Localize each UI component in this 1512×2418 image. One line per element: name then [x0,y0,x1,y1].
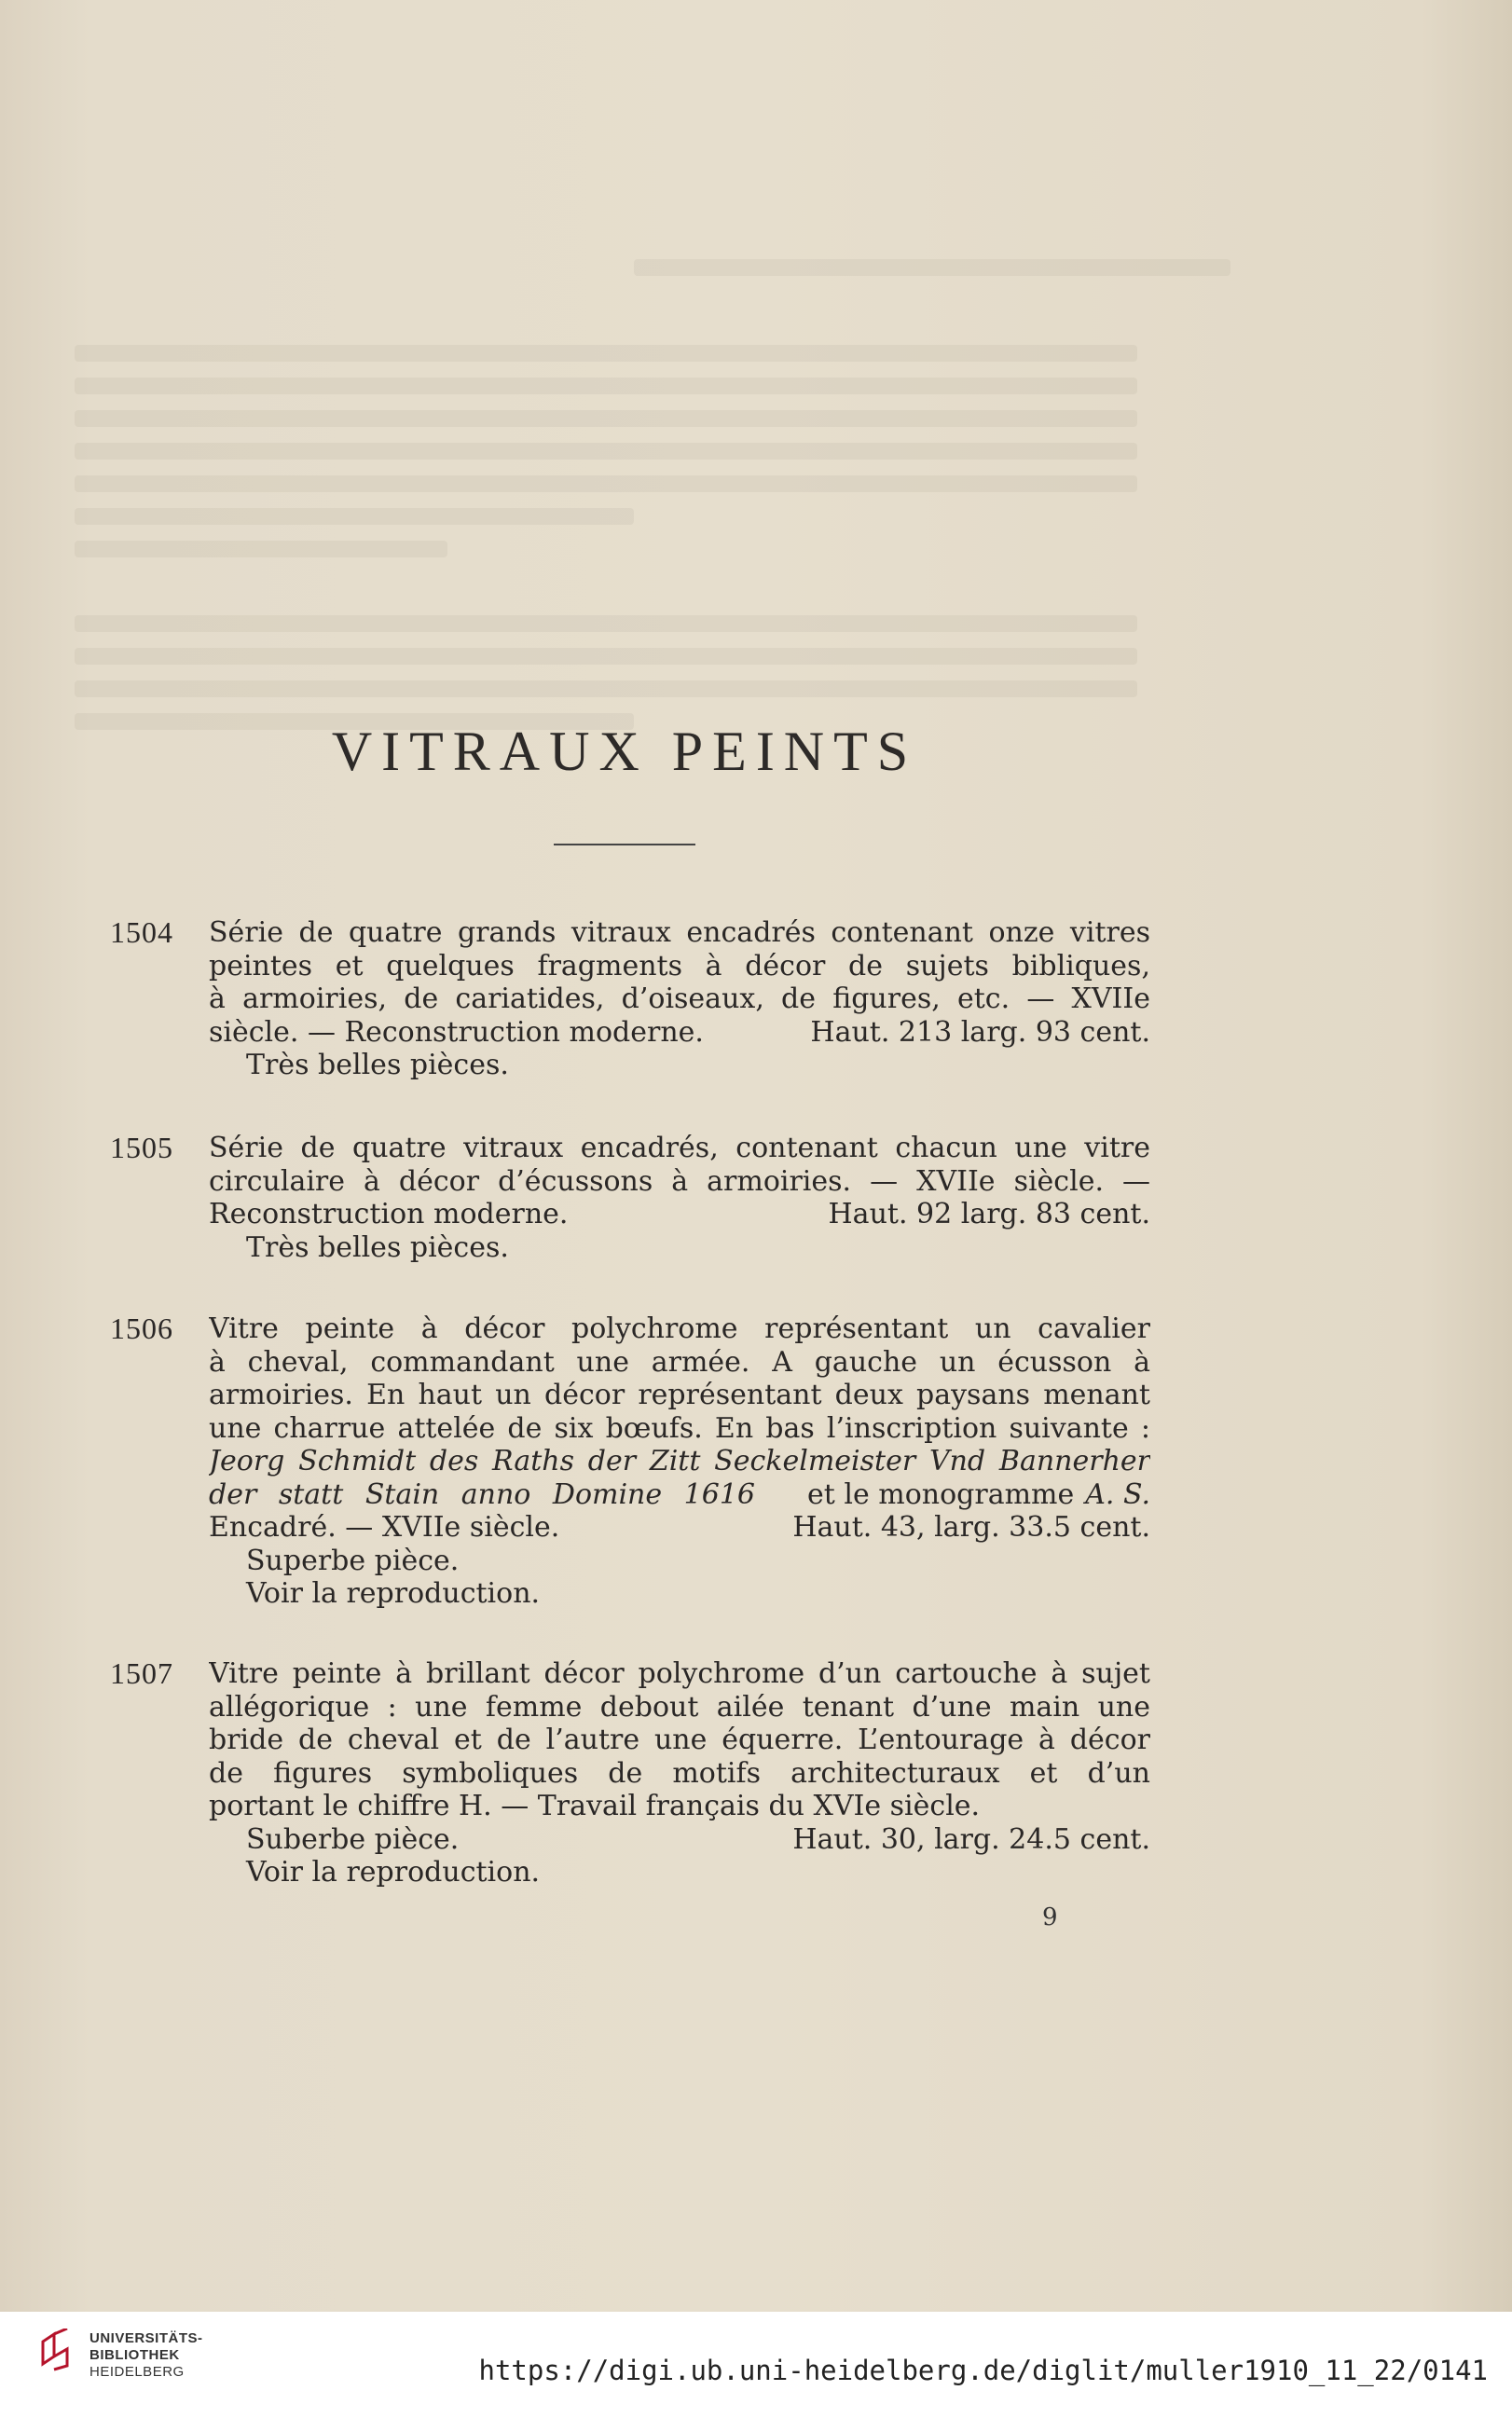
dimensions: Haut. 213 larg. 93 cent. [810,1015,1150,1049]
inscription-text: Jeorg Schmidt des Raths der Zitt Seckelmeister Vnd Bannerher [209,1445,1150,1477]
dimension-line [209,1511,1150,1545]
entry-line-left: siècle. — Reconstruction moderne. [209,1015,704,1049]
entry-number: 1507 [110,1656,173,1690]
entry-line: circulaire à décor d’écussons à armoiries. — XVIIe siècle. — [209,1164,1150,1198]
entry-line: à armoiries, de cariatides, d’oiseaux, de figures, etc. — XVIIe [209,982,1150,1015]
entry-line: à cheval, commandant une armée. A gauche un écusson à [209,1345,1150,1379]
title-divider [554,844,695,845]
dimension-line [209,1823,1150,1857]
entry-note: Voir la reproduction. [246,1856,541,1889]
dimension-line [209,1198,1150,1231]
dimensions: Haut. 92 larg. 83 cent. [828,1198,1150,1230]
page-number: 9 [1042,1903,1058,1931]
library-logo-text[interactable] [89,2330,203,2381]
dimension-line [209,1016,1150,1050]
logo-line: UNIVERSITÄTS- [89,2330,203,2346]
entry-line: peintes et quelques fragments à décor de sujets bibliques, [209,949,1150,982]
entry-line: allégorique : une femme debout ailée tenant d’une main une [209,1690,1150,1724]
entry-line: une charrue attelée de six bœufs. En bas l’inscription suivante : [209,1411,1150,1445]
inscription-text: der statt Stain anno Domine 1616 [209,1477,756,1511]
entry-line: portant le chiffre H. — Travail français du XVIe siècle. [209,1790,981,1822]
inscription-line [209,1478,1150,1512]
entry-number: 1506 [110,1312,173,1345]
entry-note: Très belles pièces. [246,1049,509,1081]
logo-line: BIBLIOTHEK [89,2347,180,2363]
entry-text [209,1657,1150,1889]
entry-text [209,1312,1150,1611]
entry-line: armoiries. En haut un décor représentant deux paysans menant [209,1379,1150,1411]
entry-line: bride de cheval et de l’autre une équerre. L’entourage à décor [209,1724,1150,1756]
entry-line-left: Encadré. — XVIIe siècle. [209,1511,560,1544]
dimensions: Haut. 30, larg. 24.5 cent. [792,1822,1150,1856]
logo-line: HEIDELBERG [89,2364,185,2380]
inscription-line [209,1445,1150,1478]
entry-note: Très belles pièces. [246,1230,509,1264]
library-logo-icon[interactable] [35,2329,78,2371]
entry-line-left: Reconstruction moderne. [209,1198,569,1230]
entry-line: Vitre peinte à décor polychrome représentant un cavalier [209,1312,1150,1345]
entry-text [209,916,1150,1082]
entry-line: Série de quatre vitraux encadrés, contenant chacun une vitre [209,1132,1150,1164]
entry-text-fragment: et le monogramme [807,1477,1075,1511]
entry-line: Vitre peinte à brillant décor polychrome d’un cartouche à sujet [209,1657,1150,1690]
monogram: A. S. [1085,1477,1150,1511]
entry-line: de figures symboliques de motifs architecturaux et d’un [209,1756,1150,1790]
entry-line: Série de quatre grands vitraux encadrés contenant onze vitres [209,916,1150,949]
entry-line-left: Suberbe pièce. [246,1822,460,1856]
entry-number: 1505 [110,1131,173,1164]
entry-note: Superbe pièce. [246,1544,460,1577]
entry-note: Voir la reproduction. [246,1577,541,1610]
entry-number: 1504 [110,915,173,949]
section-title: VITRAUX PEINTS [331,721,918,782]
show-through-text [75,0,1454,932]
entry-text [209,1132,1150,1264]
dimensions: Haut. 43, larg. 33.5 cent. [792,1511,1150,1544]
document-url-link[interactable]: https://digi.ub.uni-heidelberg.de/diglit/muller1910_11_22/0141 [478,2355,1488,2386]
